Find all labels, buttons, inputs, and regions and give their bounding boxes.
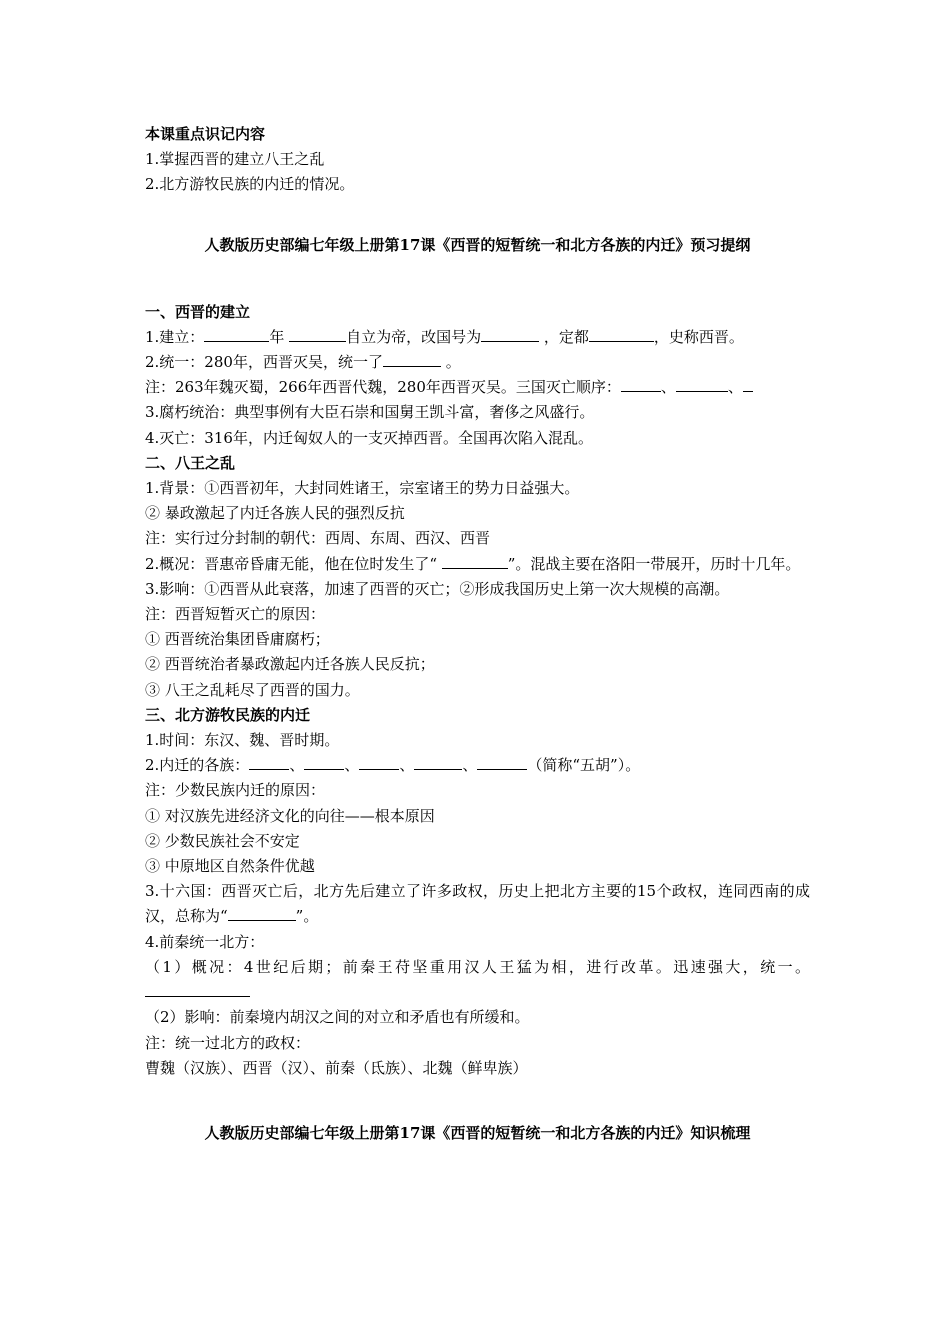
key-points-heading: 本课重点识记内容	[145, 125, 266, 143]
section2-heading: 二、八王之乱	[145, 453, 236, 472]
section1-item-establish: 1.建立： 年 自立为帝，改国号为 ，定都 ，史称西晋。	[145, 327, 744, 346]
blank[interactable]	[589, 326, 654, 342]
section3-item-time: 1.时间：东汉、魏、晋时期。	[145, 731, 340, 750]
blank[interactable]	[414, 754, 462, 770]
section3-item-tribes: 2.内迁的各族： 、 、 、 、 （简称“五胡”）。	[145, 756, 641, 775]
blank[interactable]	[204, 326, 269, 342]
key-point-2: 2.北方游牧民族的内迁的情况。	[145, 175, 355, 194]
section3-item-qianqin-overview: （1）概况：4世纪后期；前秦王苻坚重用汉人王猛为相，进行改革。迅速强大，统一。	[145, 955, 810, 1005]
blank[interactable]	[481, 326, 539, 342]
blank[interactable]	[249, 754, 289, 770]
section2-item-background: 1.背景：①西晋初年，大封同姓诸王，宗室诸王的势力日益强大。	[145, 479, 580, 498]
blank[interactable]	[145, 981, 250, 997]
section1-heading: 一、西晋的建立	[145, 302, 251, 321]
section1-item-unify: 2.统一：280年，西晋灭吴，统一了 。	[145, 353, 461, 372]
section2-note-reasons: 注：西晋短暂灭亡的原因：	[145, 605, 326, 624]
key-point-1: 1.掌握西晋的建立八王之乱	[145, 150, 325, 169]
section2-note-fengjian: 注：实行过分封制的朝代：西周、东周、西汉、西晋	[145, 529, 491, 548]
section3-note-reasons: 注：少数民族内迁的原因：	[145, 781, 326, 800]
blank[interactable]	[621, 376, 661, 392]
section2-reason-3: ③ 八王之乱耗尽了西晋的国力。	[145, 680, 360, 699]
blank[interactable]	[743, 376, 753, 392]
section2-item-background-2: ② 暴政激起了内迁各族人民的强烈反抗	[145, 504, 405, 523]
section2-reason-1: ① 西晋统治集团昏庸腐朽；	[145, 630, 330, 649]
blank[interactable]	[477, 754, 527, 770]
blank[interactable]	[359, 754, 399, 770]
outline-title: 人教版历史部编七年级上册第17课《西晋的短暂统一和北方各族的内迁》预习提纲	[204, 235, 751, 254]
section1-item-fall: 4.灭亡：316年，内迁匈奴人的一支灭掉西晋。全国再次陷入混乱。	[145, 428, 593, 447]
blank[interactable]	[304, 754, 344, 770]
blank[interactable]	[289, 326, 346, 342]
section3-reason-1: ① 对汉族先进经济文化的向往——根本原因	[145, 806, 435, 825]
blank[interactable]	[676, 376, 728, 392]
blank[interactable]	[228, 905, 296, 921]
summary-title: 人教版历史部编七年级上册第17课《西晋的短暂统一和北方各族的内迁》知识梳理	[204, 1123, 751, 1142]
section1-note: 注：263年魏灭蜀，266年西晋代魏，280年西晋灭吴。三国灭亡顺序： 、 、	[145, 375, 810, 400]
section3-item-qianqin: 4.前秦统一北方：	[145, 932, 265, 951]
section3-reason-2: ② 少数民族社会不安定	[145, 831, 300, 850]
section3-note-unified: 注：统一过北方的政权：	[145, 1033, 311, 1052]
section2-reason-2: ② 西晋统治者暴政激起内迁各族人民反抗；	[145, 655, 435, 674]
blank[interactable]	[442, 553, 508, 569]
section2-item-overview: 2.概况：晋惠帝昏庸无能，他在位时发生了“ ”。混战主要在洛阳一带展开，历时十几年。	[145, 554, 801, 573]
section3-item-sixteen: 3.十六国：西晋灭亡后，北方先后建立了许多政权，历史上把北方主要的15个政权，连同西南的成汉，总称为“ ”。	[145, 882, 810, 926]
section3-reason-3: ③ 中原地区自然条件优越	[145, 857, 315, 876]
section1-item-corrupt: 3.腐朽统治：典型事例有大臣石崇和国舅王凯斗富，奢侈之风盛行。	[145, 403, 595, 422]
section3-item-qianqin-influence: （2）影响：前秦境内胡汉之间的对立和矛盾也有所缓和。	[145, 1008, 530, 1027]
blank[interactable]	[383, 351, 441, 367]
document-page	[145, 122, 810, 1146]
section3-unified-list: 曹魏（汉族）、西晋（汉）、前秦（氐族）、北魏（鲜卑族）	[145, 1058, 528, 1077]
section2-item-influence: 3.影响：①西晋从此衰落，加速了西晋的灭亡；②形成我国历史上第一次大规模的高潮。	[145, 579, 730, 598]
section3-heading: 三、北方游牧民族的内迁	[145, 705, 311, 724]
